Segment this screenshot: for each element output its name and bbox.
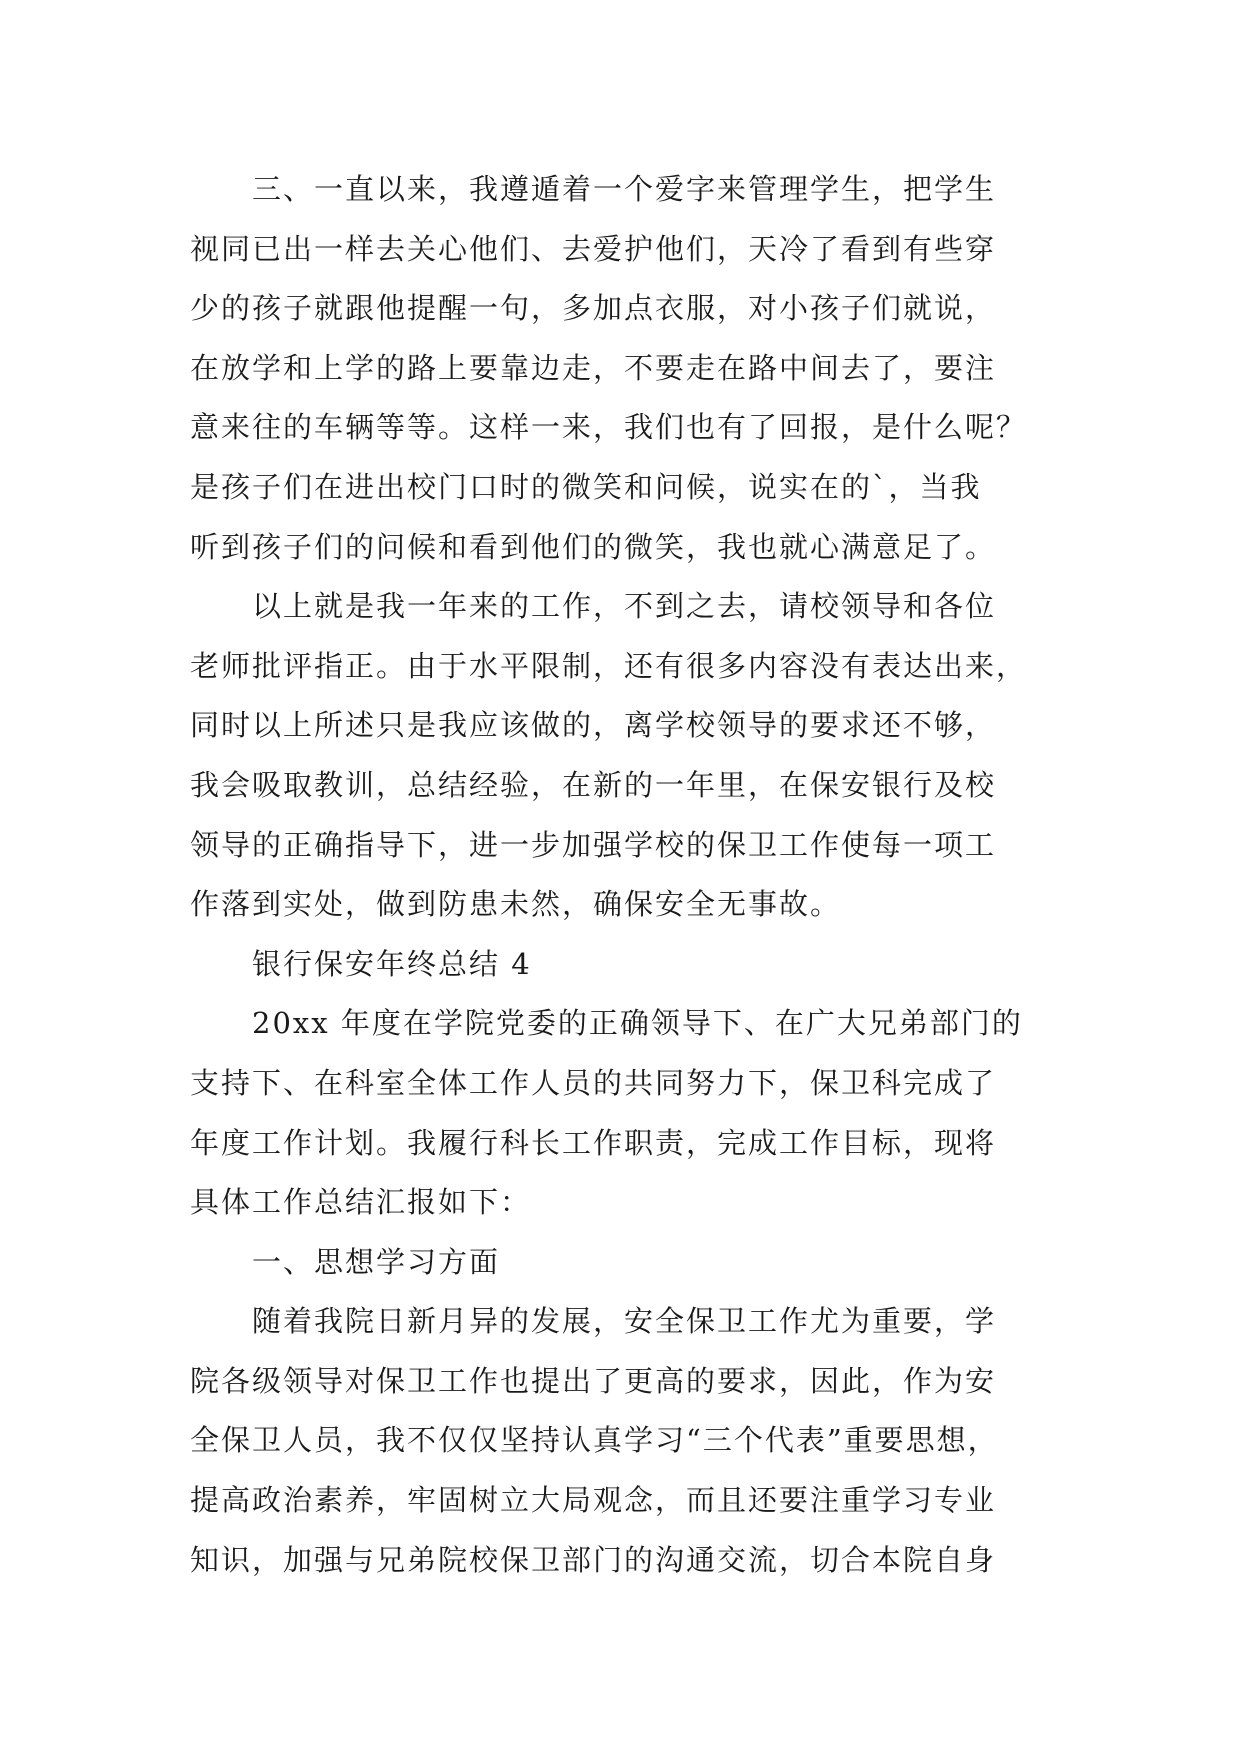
text-line: 我会吸取教训，总结经验，在新的一年里，在保安银行及校 xyxy=(190,767,997,802)
text-line: 知识，加强与兄弟院校保卫部门的沟通交流，切合本院自身 xyxy=(190,1542,997,1577)
text-line: 年度工作计划。我履行科长工作职责，完成工作目标，现将 xyxy=(190,1125,997,1160)
text-line: 具体工作总结汇报如下： xyxy=(190,1185,532,1220)
text-line: 老师批评指正。由于水平限制，还有很多内容没有表达出来， xyxy=(190,648,1028,683)
text-line: 视同已出一样去关心他们、去爱护他们，天冷了看到有些穿 xyxy=(190,231,997,266)
text-line: 院各级领导对保卫工作也提出了更高的要求，因此，作为安 xyxy=(190,1363,997,1398)
text-line: 随着我院日新月异的发展，安全保卫工作尤为重要，学 xyxy=(252,1304,997,1339)
text-line: 在放学和上学的路上要靠边走，不要走在路中间去了，要注 xyxy=(190,350,997,385)
text-line: 意来往的车辆等等。这样一来，我们也有了回报，是什么呢？ xyxy=(190,410,1028,445)
text-line: 领导的正确指导下，进一步加强学校的保卫工作使每一项工 xyxy=(190,827,997,862)
text-line: 三、一直以来，我遵遁着一个爱字来管理学生，把学生 xyxy=(252,172,997,206)
text-line: 以上就是我一年来的工作，不到之去，请校领导和各位 xyxy=(252,589,997,624)
text-line: 20xx 年度在学院党委的正确领导下、在广大兄弟部门的 xyxy=(252,1006,1023,1041)
text-line: 支持下、在科室全体工作人员的共同努力下，保卫科完成了 xyxy=(190,1065,997,1100)
text-line: 是孩子们在进出校门口时的微笑和问候，说实在的`，当我 xyxy=(190,469,982,504)
text-line: 提高政治素养，牢固树立大局观念，而且还要注重学习专业 xyxy=(190,1483,997,1518)
text-line: 听到孩子们的问候和看到他们的微笑，我也就心满意足了。 xyxy=(190,529,997,564)
document-body xyxy=(190,160,1065,1590)
text-line: 全保卫人员，我不仅仅坚持认真学习“三个代表”重要思想， xyxy=(190,1423,999,1458)
text-line: 同时以上所述只是我应该做的，离学校领导的要求还不够， xyxy=(190,708,997,743)
text-line: 银行保安年终总结 4 xyxy=(252,946,532,981)
text-line: 一、思想学习方面 xyxy=(252,1244,501,1279)
text-line: 作落到实处，做到防患未然，确保安全无事故。 xyxy=(190,887,842,922)
text-line: 少的孩子就跟他提醒一句，多加点衣服，对小孩子们就说， xyxy=(190,291,997,326)
